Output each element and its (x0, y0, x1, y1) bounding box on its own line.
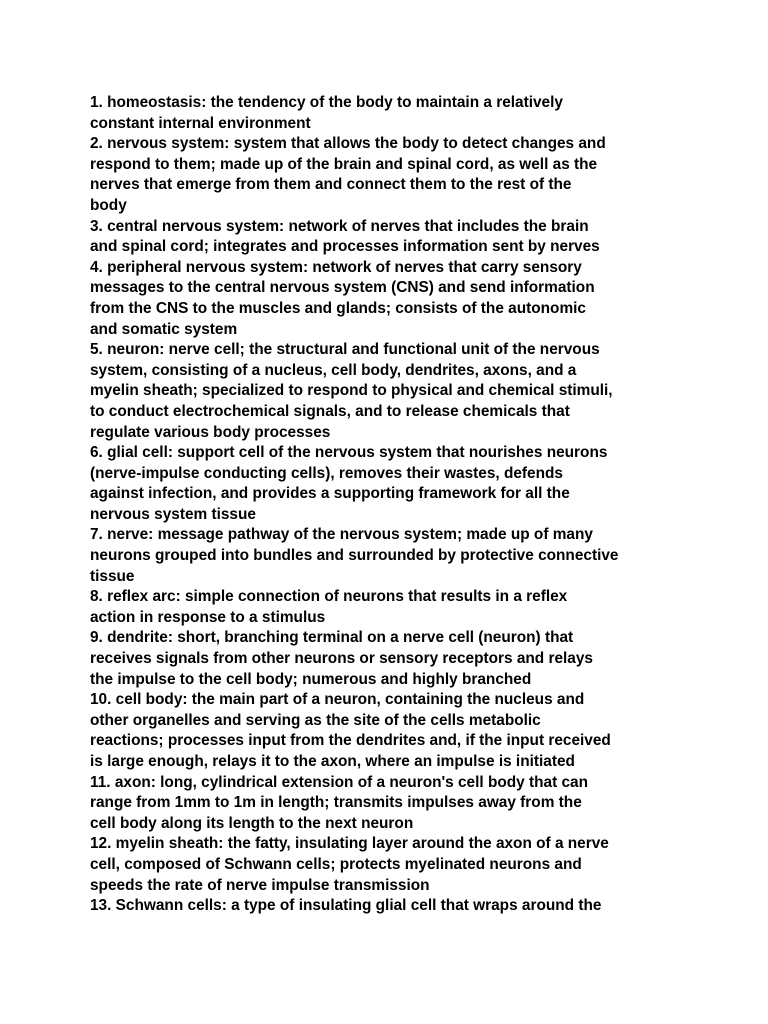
text-line: the impulse to the cell body; numerous and highly branched (90, 670, 532, 688)
text-line: 12. myelin sheath: the fatty, insulating layer around the axon of a nerve (90, 835, 609, 853)
text-line: messages to the central nervous system (CNS) and send information (90, 279, 595, 297)
text-line: receives signals from other neurons or sensory receptors and relays (90, 650, 593, 668)
text-line: is large enough, relays it to the axon, where an impulse is initiated (90, 753, 575, 770)
text-line: and spinal cord; integrates and processes information sent by nerves (90, 238, 600, 256)
text-line: and somatic system (90, 320, 238, 338)
text-line: to conduct electrochemical signals, and to release chemicals that (90, 402, 570, 420)
text-line: regulate various body processes (90, 423, 331, 441)
text-line: other organelles and serving as the site of the cells metabolic (90, 711, 541, 729)
text-line: constant internal environment (90, 114, 311, 132)
text-line: 7. nerve: message pathway of the nervous system; made up of many (90, 526, 593, 544)
text-line: nervous system tissue (90, 505, 256, 523)
text-line: action in response to a stimulus (90, 608, 326, 626)
text-line: speeds the rate of nerve impulse transmission (90, 876, 430, 894)
text-line: 6. glial cell: support cell of the nervous system that nourishes neurons (90, 444, 608, 462)
text-line: 9. dendrite: short, branching terminal on a nerve cell (neuron) that (90, 629, 574, 647)
text-line: 11. axon: long, cylindrical extension of a neuron's cell body that can (90, 773, 588, 791)
text-line: (nerve-impulse conducting cells), removes their wastes, defends (90, 464, 563, 482)
text-line: range from 1mm to 1m in length; transmits impulses away from the (90, 794, 582, 812)
text-line: reactions; processes input from the dendrites and, if the input received (90, 732, 611, 750)
text-line: nerves that emerge from them and connect them to the rest of the (90, 176, 572, 194)
text-line: 3. central nervous system: network of nerves that includes the brain (90, 217, 589, 235)
glossary-text (90, 93, 690, 917)
text-line: respond to them; made up of the brain and spinal cord, as well as the (90, 155, 598, 173)
text-line: 8. reflex arc: simple connection of neurons that results in a reflex (90, 588, 568, 606)
text-line: from the CNS to the muscles and glands; consists of the autonomic (90, 299, 586, 317)
text-line: tissue (90, 567, 135, 585)
text-line: 13. Schwann cells: a type of insulating glial cell that wraps around the (90, 897, 602, 915)
text-line: body (90, 196, 127, 214)
text-line: myelin sheath; specialized to respond to physical and chemical stimuli, (90, 382, 613, 400)
text-line: 2. nervous system: system that allows the body to detect changes and (90, 135, 606, 153)
text-line: cell body along its length to the next neuron (90, 814, 414, 832)
text-line: 1. homeostasis: the tendency of the body to maintain a relatively (90, 94, 563, 111)
text-line: 5. neuron: nerve cell; the structural and functional unit of the nervous (90, 341, 600, 359)
text-line: 10. cell body: the main part of a neuron, containing the nucleus and (90, 691, 585, 709)
text-line: 4. peripheral nervous system: network of nerves that carry sensory (90, 258, 582, 276)
text-line: system, consisting of a nucleus, cell body, dendrites, axons, and a (90, 361, 577, 379)
text-line: against infection, and provides a supporting framework for all the (90, 485, 570, 503)
text-line: cell, composed of Schwann cells; protects myelinated neurons and (90, 855, 582, 873)
text-line: neurons grouped into bundles and surrounded by protective connective (90, 547, 619, 565)
